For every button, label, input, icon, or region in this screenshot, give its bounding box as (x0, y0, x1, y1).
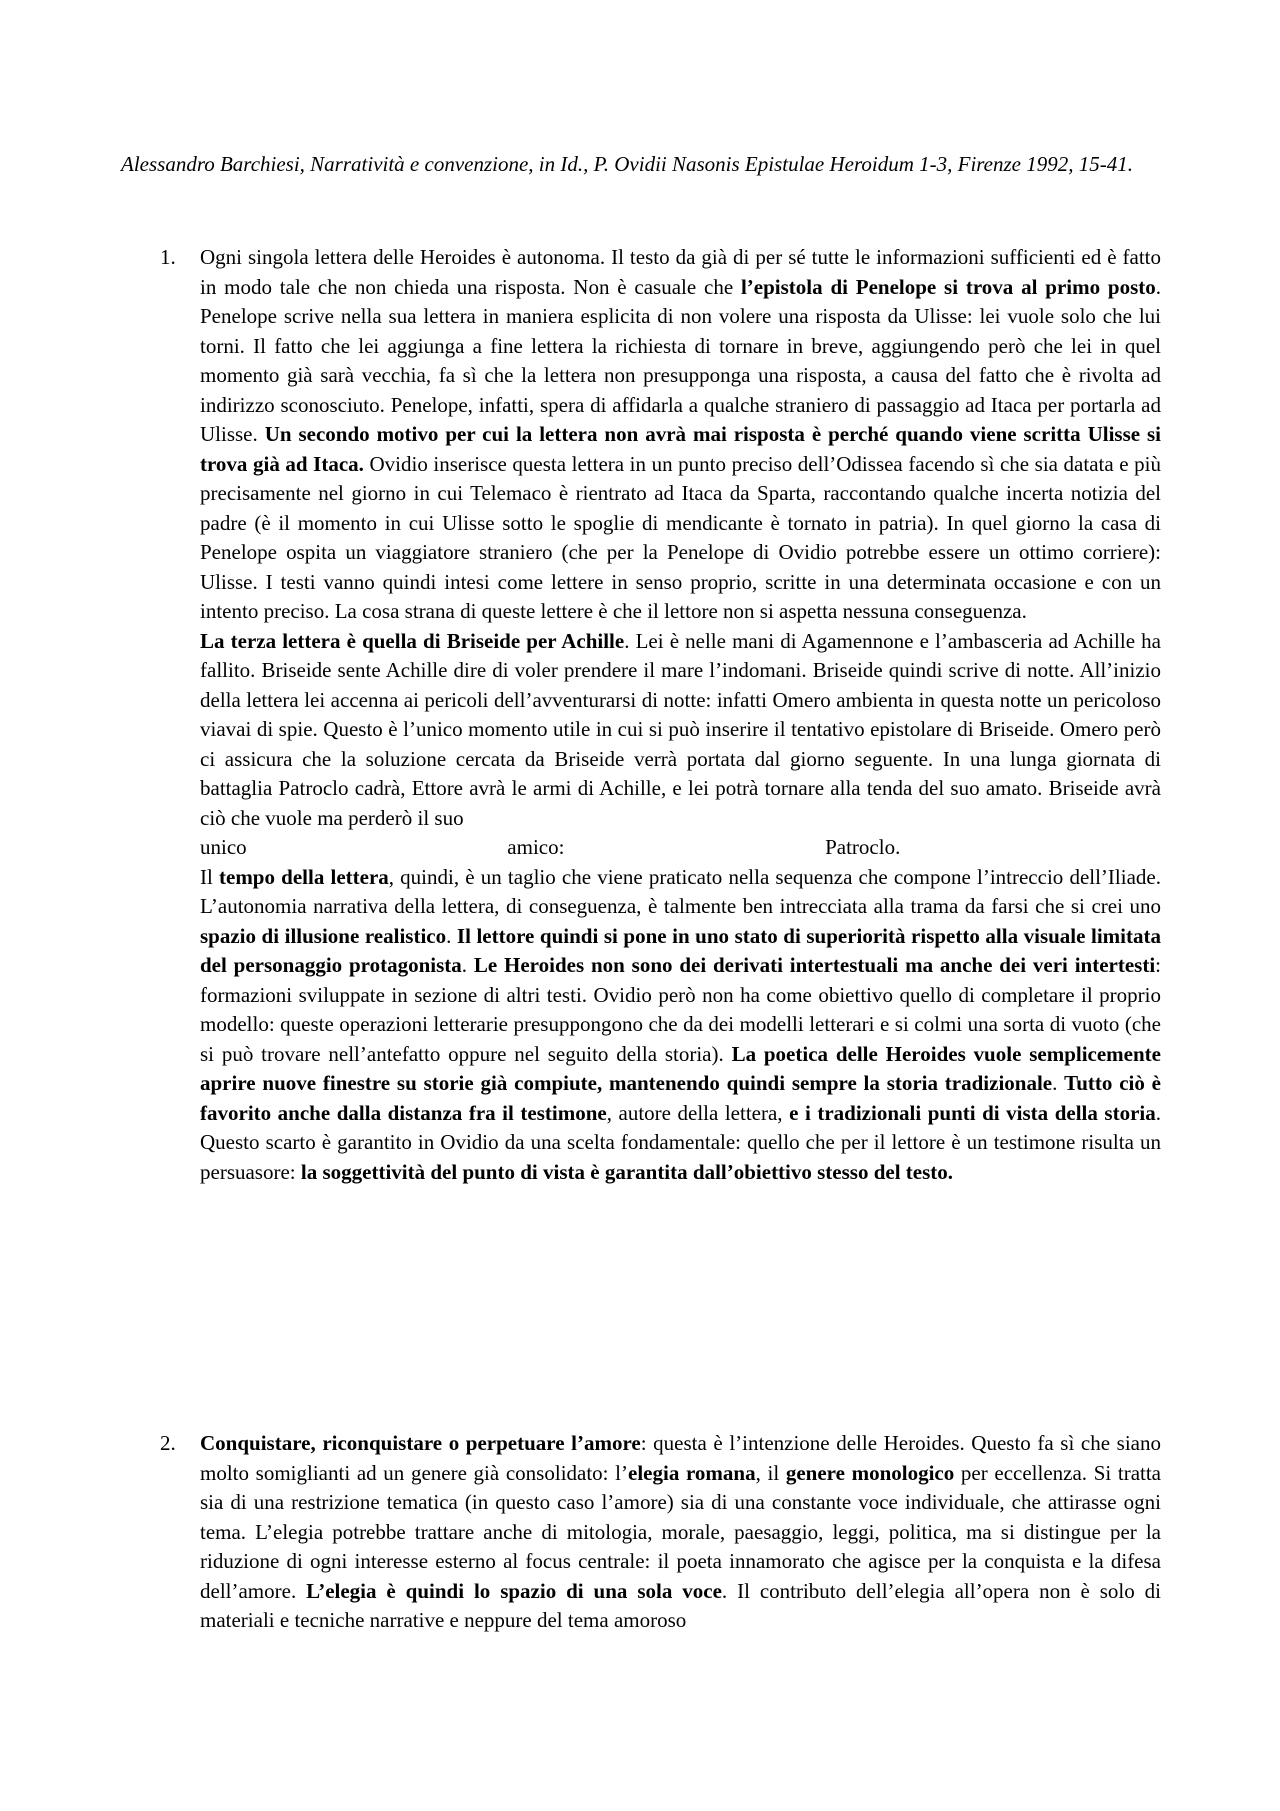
text-run: per eccellenza. Si tratta sia di una restrizione tematica (in questo caso l’amore) sia di una constante voce individuale, che attirasse ogni tema. L’elegia potrebbe trattare anche di mitologia, morale, paesaggio, leggi, politica, ma si distingue per la riduzione di ogni interesse esterno al focus centrale: il poeta innamorato che agisce per la conquista e la difesa dell’amore. (200, 1460, 1162, 1603)
paragraph-penelope (200, 243, 1161, 627)
bold-run: spazio di illusione realistico (200, 923, 447, 948)
text-run: Il (200, 864, 219, 889)
bold-run: La poetica delle Heroides vuole semplicemente aprire nuove finestre su storie già compiute, mantenendo quindi sempre la storia tradizionale (200, 1041, 1161, 1095)
list-item-1 (160, 243, 1162, 1187)
bold-run: e i tradizionali punti di vista della storia (789, 1100, 1156, 1125)
text-run: : questa è l’intenzione delle Heroides. Questo fa sì che siano molto somiglianti ad un genere già consolidato: l’ (200, 1431, 1161, 1485)
bold-run: La terza lettera è quella di Briseide per Achille (200, 628, 625, 653)
text-run: Patroclo. (825, 835, 901, 859)
text-run: : formazioni sviluppate in sezione di altri testi. Ovidio però non ha come obiettivo quello di completare il proprio modello: queste operazioni letterarie presuppongono che da dei modelli letterari e si colmi una sorta di vuoto (che si può trovare nell’antefatto oppure nel seguito della storia). (200, 953, 1162, 1066)
text-run: amico: (507, 835, 565, 859)
text-run: unico (200, 835, 247, 859)
bold-run: elegia romana (628, 1460, 756, 1485)
paragraph-tempo-lettera (200, 863, 1161, 1188)
text-run: , quindi, è un taglio che viene praticato nella sequenza che compone l’intreccio dell’Iliade. L’autonomia narrativa della lettera, di conseguenza, è talmente ben intrecciata alla trama da farsi che si crei uno (200, 864, 1161, 918)
text-run: , autore della lettera, (606, 1100, 790, 1125)
text-run: , il (755, 1460, 786, 1485)
bold-run: la soggettività del punto di vista è garantita dall’obiettivo stesso del testo. (300, 1159, 954, 1184)
bold-run: Conquistare, riconquistare o perpetuare l’amore (200, 1431, 641, 1455)
text-run: . (446, 923, 457, 948)
text-run: . Lei è nelle mani di Agamennone e l’ambasceria ad Achille ha fallito. Briseide sente Achille dire di voler prendere il mare l’indomani. Briseide quindi scrive di notte. All’inizio della lettera lei accenna ai pericoli dell’avventurarsi di notte: infatti Omero ambienta in questa notte un pericoloso viavai di spie. Questo è l’unico momento utile in cui si può inserire il tentativo epistolare di Briseide. Omero però ci assicura che la soluzione cercata da Briseide verrà portata dal giorno seguente. In una lunga giornata di battaglia Patroclo cadrà, Ettore avrà le armi di Achille, e lei potrà tornare alla tenda del suo amato. Briseide avrà ciò che vuole ma perderò il suo (200, 628, 1161, 830)
bibliographic-citation: Alessandro Barchiesi, Narratività e convenzione, in Id., P. Ovidii Nasonis Epistulae Heroidum 1-3, Firenze 1992, 15-41. (121, 152, 1133, 176)
list-number: 2. (160, 1431, 176, 1455)
bold-run: Un secondo motivo per cui la lettera non avrà mai risposta è perché quando viene scritta Ulisse si trova già ad Itaca. (200, 422, 1161, 476)
bold-run: Tutto ciò è favorito anche dalla distanza fra il testimone (200, 1071, 1161, 1125)
bold-run: tempo della lettera (219, 864, 389, 889)
text-run: Ogni singola lettera delle Heroides è autonoma. Il testo da già di per sé tutte le informazioni sufficienti ed è fatto in modo tale che non chieda una risposta. Non è casuale che (200, 245, 1161, 299)
bold-run: l’epistola di Penelope si trova al primo posto (740, 274, 1156, 299)
text-run: . Il contributo dell’elegia all’opera non è solo di materiali e tecniche narrative e neppure del tema amoroso (200, 1578, 1162, 1632)
bold-run: Il lettore quindi si pone in uno stato di superiorità rispetto alla visuale limitata del personaggio protagonista (200, 923, 1161, 977)
bold-run: L’elegia è quindi lo spazio di una sola voce (306, 1578, 722, 1603)
list-number: 1. (160, 245, 176, 269)
paragraph-briseide-last-line (200, 833, 1161, 863)
bold-run: genere monologico (785, 1460, 955, 1485)
text-run: . Penelope scrive nella sua lettera in maniera esplicita di non volere una risposta da Ulisse: lei vuole solo che lui torni. Il fatto che lei aggiunga a fine lettera la richiesta di tornare in breve, aggiungendo però che lei in quel momento già sarà vecchia, fa sì che la lettera non presupponga una risposta, a causa del fatto che è rivolta ad indirizzo sconosciuto. Penelope, infatti, spera di affidarla a qualche straniero di passaggio ad Itaca per portarla ad Ulisse. (200, 274, 1162, 446)
text-run: . (461, 953, 474, 977)
paragraph-elegia (200, 1429, 1161, 1636)
list-item-2 (160, 1429, 1162, 1636)
text-run: Ovidio inserisce questa lettera in un punto preciso dell’Odissea facendo sì che sia datata e più precisamente nel giorno in cui Telemaco è rientrato ad Itaca da Sparta, raccontando qualche incerta notizia del padre (è il momento in cui Ulisse sotto le spoglie di mendicante è tornato in patria). In quel giorno la casa di Penelope ospita un viaggiatore straniero (che per la Penelope di Ovidio potrebbe essere un ottimo corriere): Ulisse. I testi vanno quindi intesi come lettere in senso proprio, scritte in una determinata occasione e con un intento preciso. La cosa strana di queste lettere è che il lettore non si aspetta nessuna conseguenza. (200, 451, 1161, 623)
bold-run: Le Heroides non sono dei derivati intertestuali ma anche dei veri intertesti (473, 953, 1156, 977)
text-run: . (1052, 1071, 1065, 1095)
paragraph-briseide (200, 627, 1161, 834)
text-run: . Questo scarto è garantito in Ovidio da una scelta fondamentale: quello che per il lettore è un testimone risulta un persuasore: (200, 1100, 1161, 1184)
